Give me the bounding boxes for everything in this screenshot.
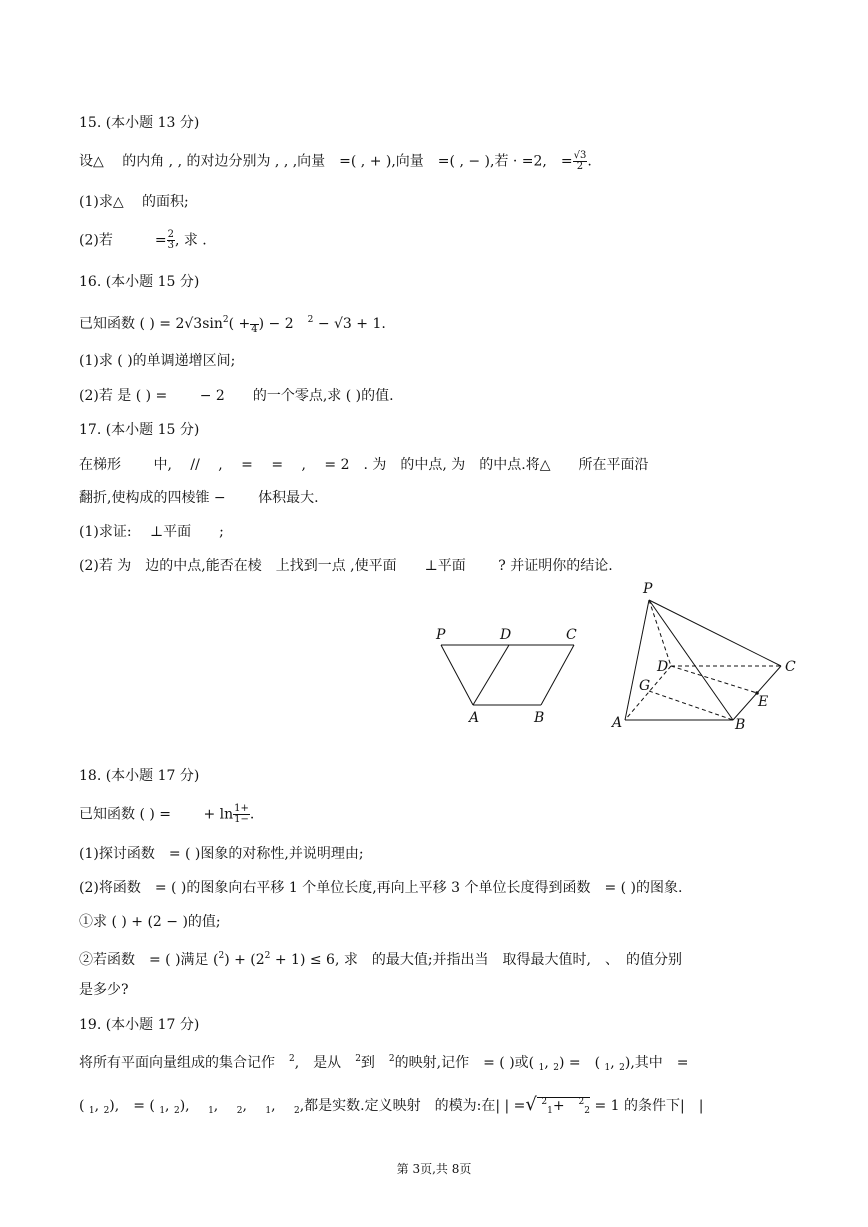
label-C: C <box>566 627 577 643</box>
q19-l2-s3: 1 <box>159 1106 166 1116</box>
q18-part1: (1)探讨函数 = ( )图象的对称性,并说明理由; <box>79 846 364 862</box>
q19-l1-g: , <box>610 1055 620 1071</box>
q19-l2-s4: 2 <box>173 1106 180 1116</box>
q16-title: 16. (本小题 15 分) <box>79 274 200 290</box>
q19-l2-d: , <box>165 1098 174 1114</box>
q19-l2-s7: 1 <box>265 1106 272 1116</box>
q18-frac-den: 1− <box>234 814 249 825</box>
q19-l1-sup2: 2 <box>355 1054 361 1064</box>
q19-l2-s6: 2 <box>236 1106 243 1116</box>
q16-frac-num <box>250 314 258 325</box>
q19-line2 <box>79 1092 703 1121</box>
q19-l1-s2: 2 <box>553 1063 559 1073</box>
trapezoid-figure <box>425 620 595 730</box>
q19-radicand <box>537 1097 590 1114</box>
q18-sub2-cont: 是多少? <box>79 982 129 998</box>
label-D: D <box>500 627 512 643</box>
q19-l2-h: , <box>271 1098 294 1114</box>
q19-l2-c: ), = ( <box>109 1098 160 1114</box>
q19-radical: √ <box>525 1094 537 1115</box>
q18-text-a: 已知函数 ( ) = + ln <box>79 806 234 823</box>
q16-statement <box>79 310 386 335</box>
q15-part2-num: 2 <box>167 229 174 240</box>
q19-l1-e: , <box>544 1055 554 1071</box>
q15-part2-fraction <box>167 230 175 251</box>
q15-part1: (1)求△ 的面积; <box>79 194 189 210</box>
q18-sub2-c: + 1) ≤ 6, 求 的最大值;并指出当 取得最大值时, 、 的值分别 <box>270 952 683 968</box>
q15-statement-end: . <box>587 153 592 170</box>
q17-part1: (1)求证: ⊥平面 ; <box>79 524 224 540</box>
label-P: P <box>436 627 446 643</box>
label-B: B <box>735 717 746 733</box>
q18-part2: (2)将函数 = ( )的图象向右平移 1 个单位长度,再向上平移 3 个单位长度得到函数 = ( )的图象. <box>79 880 683 896</box>
q18-sub2-a: ②若函数 = ( )满足 ( <box>79 952 219 968</box>
q15-frac-num: √3 <box>573 150 587 161</box>
q17-line2: 翻折,使构成的四棱锥 − 体积最大. <box>79 490 319 506</box>
label-A: A <box>612 715 623 731</box>
edge-DA <box>473 645 509 705</box>
q16-text-a: 已知函数 ( ) = 2√3sin <box>79 316 223 332</box>
q16-frac-den: 4 <box>251 323 258 335</box>
q16-text-d: − √3 + 1. <box>313 316 386 332</box>
q15-frac-den: 2 <box>576 161 584 172</box>
q18-fraction <box>233 804 250 825</box>
page-footer: 第 3页,共 8页 <box>396 1162 472 1176</box>
q19-title: 19. (本小题 17 分) <box>79 1017 200 1033</box>
edge-PA <box>625 600 649 720</box>
q19-rad-sup1: 2 <box>541 1097 548 1107</box>
q19-l1-a: 将所有平面向量组成的集合记作 <box>79 1055 289 1071</box>
q18-sub2-sup: 2 <box>218 951 225 961</box>
label-B: B <box>534 710 545 726</box>
q15-part2-den: 3 <box>167 240 174 251</box>
q18-frac-num: 1+ <box>234 803 249 814</box>
q19-l1-c: 到 <box>360 1055 389 1071</box>
q19-l1-b: , 是从 <box>294 1055 356 1071</box>
q19-l1-s3: 1 <box>604 1063 611 1073</box>
q19-l1-h: ),其中 = <box>624 1055 689 1071</box>
label-A: A <box>469 710 480 726</box>
label-D: D <box>657 659 669 675</box>
q15-title: 15. (本小题 13 分) <box>79 115 200 131</box>
q19-l2-f: , <box>213 1098 237 1114</box>
q16-part2: (2)若 是 ( ) = − 2 的一个零点,求 ( )的值. <box>79 388 394 404</box>
label-P: P <box>643 581 653 597</box>
q18-sub2-b: ) + (2 <box>224 952 265 968</box>
q15-statement <box>79 151 592 172</box>
q16-text-b: ( + <box>228 316 251 332</box>
q19-l2-s1: 1 <box>88 1106 95 1116</box>
edge-PA <box>441 645 473 705</box>
q19-rad-sub1: 1 <box>547 1106 553 1116</box>
q19-l1-s4: 2 <box>619 1063 625 1073</box>
q19-rad-b: + <box>552 1098 579 1114</box>
q19-line1 <box>79 1049 689 1078</box>
q19-l1-sup3: 2 <box>388 1054 395 1064</box>
label-G: G <box>639 678 651 694</box>
q15-statement-text: 设△ 的内角 , , 的对边分别为 , , ,向量 =( , + ),向量 =( , − ),若 · =2, = <box>79 153 573 170</box>
q18-sub1: ①求 ( ) + (2 − )的值; <box>79 914 221 930</box>
label-C: C <box>785 659 796 675</box>
pyramid-figure <box>605 578 805 734</box>
q19-rad-sub2: 2 <box>584 1106 591 1116</box>
q19-l2-s2: 2 <box>103 1106 110 1116</box>
q19-l2-s5: 1 <box>208 1106 214 1116</box>
q19-l2-g: , <box>242 1098 266 1114</box>
q19-l2-b: , <box>94 1098 104 1114</box>
q18-sub2-sup2: 2 <box>264 951 271 961</box>
q16-fraction <box>250 314 258 335</box>
q15-fraction <box>573 151 588 172</box>
q19-l2-s8: 2 <box>293 1106 300 1116</box>
q19-l1-f: ) = ( <box>558 1055 605 1071</box>
q15-part2-text: (2)若 = <box>79 232 167 249</box>
q19-l2-i: ,都是实数.定义映射 的模为:在| | = <box>299 1098 526 1114</box>
q16-text-c: ) − 2 <box>258 316 308 332</box>
q18-sub2 <box>79 946 682 970</box>
edge-PC <box>649 600 781 666</box>
q15-part2-end: , 求 . <box>174 232 207 249</box>
q19-l1-sup: 2 <box>289 1054 295 1064</box>
q19-l2-j: = 1 的条件下| | <box>590 1098 704 1114</box>
q18-statement <box>79 804 254 825</box>
q18-title: 18. (本小题 17 分) <box>79 768 200 784</box>
q17-part2: (2)若 为 边的中点,能否在棱 上找到一点 ,使平面 ⊥平面 ? 并证明你的结论. <box>79 558 613 574</box>
q19-l2-a: ( <box>79 1098 89 1114</box>
edge-DE <box>671 666 757 693</box>
q17-title: 17. (本小题 15 分) <box>79 422 200 438</box>
edge-GB <box>649 691 733 720</box>
label-E: E <box>758 694 769 710</box>
q16-sup2: 2 <box>307 315 314 325</box>
edge-CB <box>541 645 574 705</box>
q16-part1: (1)求 ( )的单调递增区间; <box>79 353 236 369</box>
q19-rad-sup2: 2 <box>578 1097 585 1107</box>
q19-l1-s1: 1 <box>538 1063 545 1073</box>
q15-part2 <box>79 230 207 251</box>
q19-l1-d: 的映射,记作 = ( )或( <box>394 1055 539 1071</box>
q17-line1: 在梯形 中, // , = = , = 2 . 为 的中点, 为 的中点.将△ 所在平面沿 <box>79 457 649 473</box>
q19-l2-e: ), <box>179 1098 209 1114</box>
q16-sup: 2 <box>222 315 229 325</box>
q18-text-end: . <box>249 806 255 823</box>
